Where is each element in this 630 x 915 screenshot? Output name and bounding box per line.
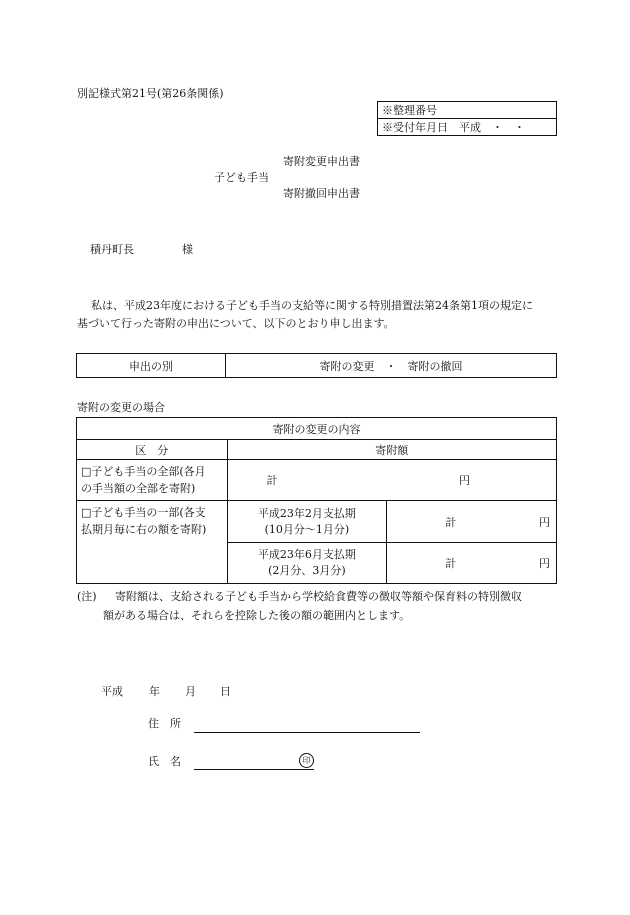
period-2-line1: 平成23年6月支払期 [257,548,356,561]
seal-mark: 印 [299,753,314,768]
date-era: 平成 [101,685,123,698]
note-prefix: (注) [77,590,97,603]
reference-number-label: ※整理番号 [382,104,437,117]
request-type-options[interactable]: 寄附の変更 ・ 寄附の撤回 [226,354,557,378]
request-type-table [76,353,557,378]
option-part-line2: 払期月毎に右の額を寄附) [81,523,207,536]
period-2-cell [227,543,387,584]
all-amount-field[interactable] [227,460,556,501]
option-part-checkbox[interactable] [77,501,228,584]
period-1-cell [227,501,387,543]
title-child-allowance: 子ども手当 [214,171,269,184]
body-text-line1: 私は、平成23年度における子ども手当の支給等に関する特別措置法第24条第1項の規定に [91,299,533,312]
title-change: 寄附変更申出書 [283,155,360,168]
amount-header: 寄附額 [227,440,556,460]
option-all-line1: □子ども手当の全部(各月 [81,465,206,478]
category-header: 区 分 [77,440,228,460]
period-1-amount-field[interactable] [387,501,557,543]
all-total-label: 計 [266,474,278,487]
form-code: 別記様式第21号(第26条関係) [77,87,224,100]
period-2-line2: (2月分、3月分) [268,564,346,577]
donation-change-table [76,417,557,584]
request-type-label: 申出の別 [77,354,226,378]
note-line2: 額がある場合は、それらを控除した後の額の範囲内とします。 [103,609,411,622]
date-day: 日 [220,685,231,698]
period-2-yen-label: 円 [539,557,550,570]
name-field[interactable] [194,769,314,770]
address-field[interactable] [194,732,420,733]
address-label: 住 所 [148,717,181,730]
office-use-box [377,101,557,136]
date-year: 年 [149,685,160,698]
change-section-heading: 寄附の変更の場合 [77,401,165,414]
body-text-line2: 基づいて行った寄附の申出について、以下のとおり申し出ます。 [77,317,395,330]
option-all-checkbox[interactable] [77,460,228,501]
addressee-name: 積丹町長 [90,243,134,256]
period-2-total-label: 計 [445,557,457,570]
change-table-title: 寄附の変更の内容 [77,418,557,440]
date-month: 月 [185,685,196,698]
option-all-line2: の手当額の全部を寄附) [81,482,196,495]
period-1-yen-label: 円 [539,515,550,529]
period-1-line2: (10月分〜1月分) [264,522,350,536]
option-part-line1: □子ども手当の一部(各支 [81,506,206,519]
period-1-line1: 平成23年2月支払期 [257,506,356,520]
reference-number-field[interactable] [378,102,557,119]
note-line1: 寄附額は、支給される子ども手当から学校給食費等の徴収等額や保育料の特別徴収 [115,590,522,603]
all-yen-label: 円 [459,474,471,487]
title-withdrawal: 寄附撤回申出書 [283,187,360,200]
addressee-honorific: 様 [182,243,193,256]
period-2-amount-field[interactable] [387,543,557,584]
period-1-total-label: 計 [445,515,457,529]
received-date-field[interactable]: ※受付年月日 平成 ・ ・ [378,119,557,136]
name-label: 氏 名 [148,755,181,768]
